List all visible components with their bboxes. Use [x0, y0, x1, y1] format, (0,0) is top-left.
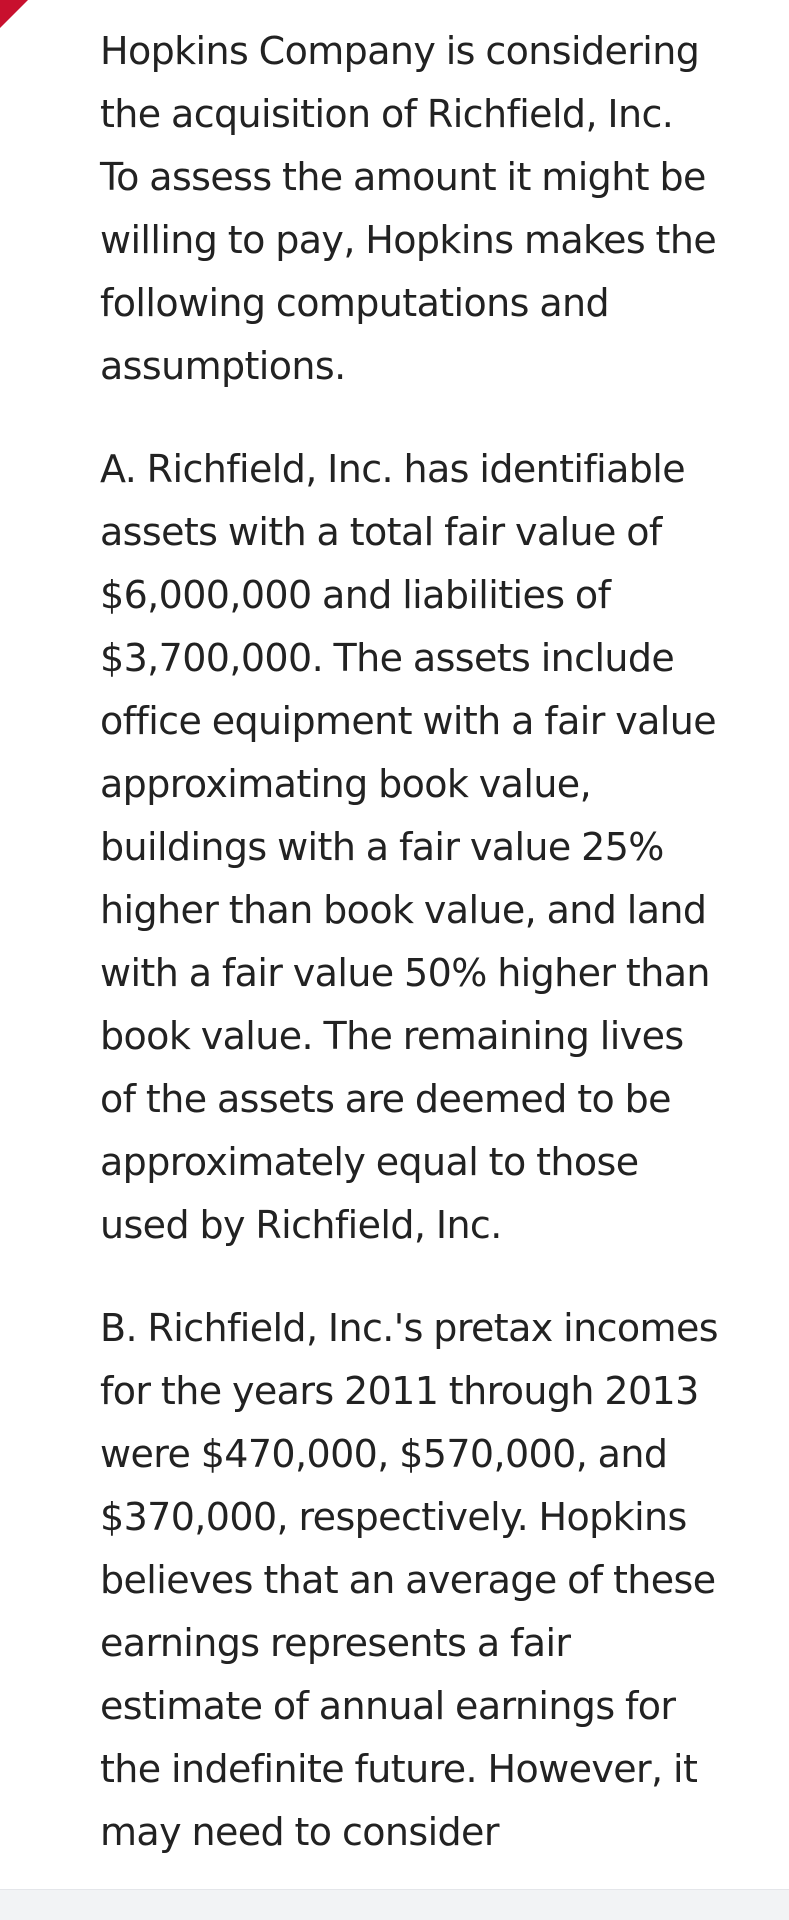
intro-paragraph: Hopkins Company is considering the acquisition of Richfield, Inc. To assess the amount it might be willing to pay, Hopkins makes the following computations and assumptions. [100, 29, 717, 388]
item-a-paragraph: A. Richfield, Inc. has identifiable assets with a total fair value of $6,000,000 and liabilities of $3,700,000. The assets include office equipment with a fair value approximating book value, buildings with a fair value 25% higher than book value, and land with a fair value 50% higher than book value. The remaining lives of the assets are deemed to be approximately equal to those used by Richfield, Inc. [100, 447, 717, 1247]
item-b-paragraph: B. Richfield, Inc.'s pretax incomes for the years 2011 through 2013 were $470,000, $570,000, and $370,000, respectively. Hopkins believes that an average of these earnings represents a fair estimate of annual earnings for the indefinite future. However, it may need to consider [100, 1306, 718, 1854]
corner-flag-icon [0, 0, 28, 28]
bottom-bar [0, 1889, 789, 1920]
question-text [100, 20, 720, 1904]
